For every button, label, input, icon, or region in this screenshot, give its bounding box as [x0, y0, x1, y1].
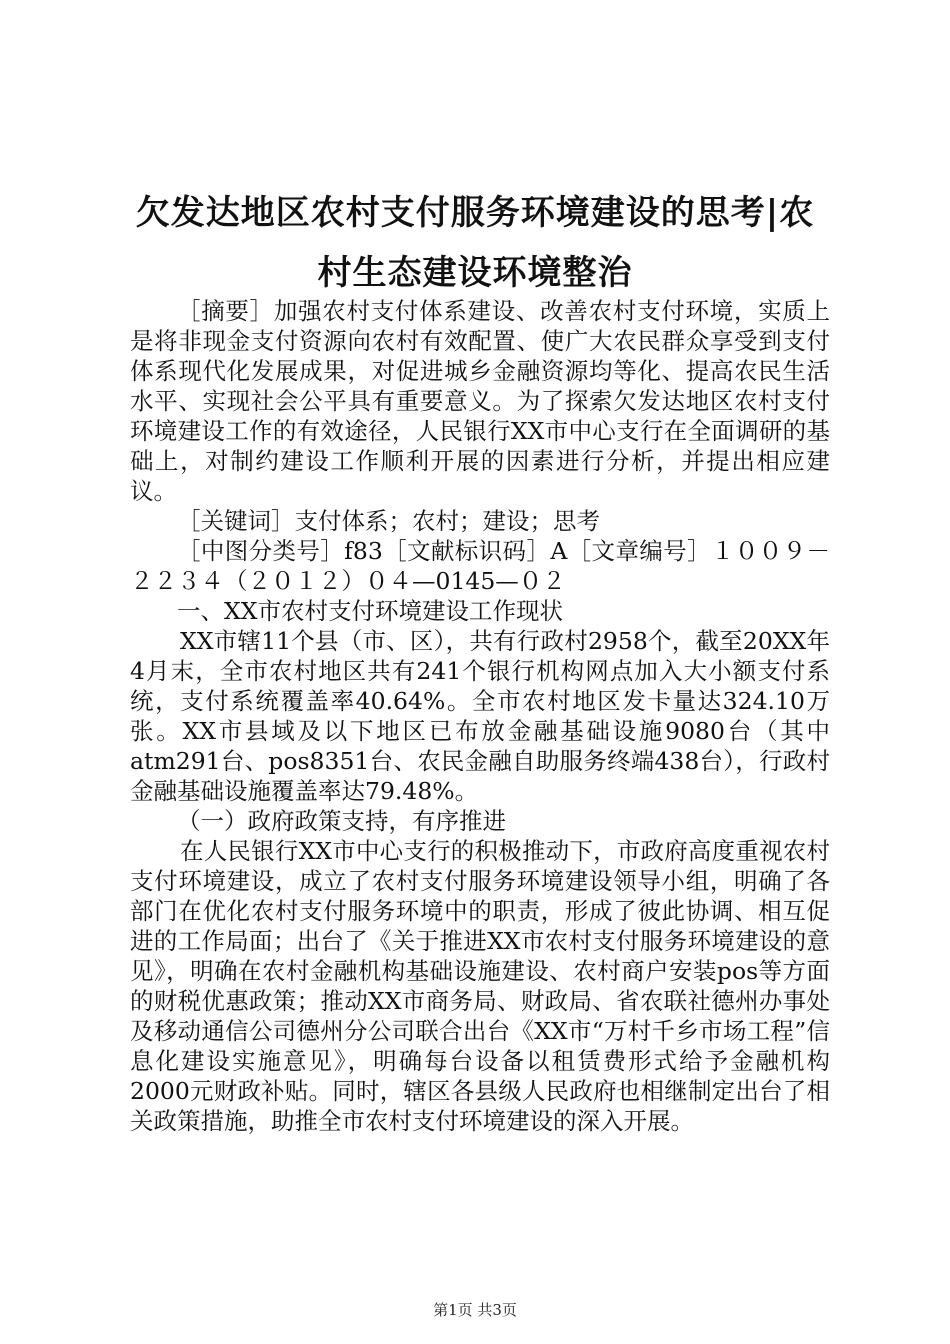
document-title: 欠发达地区农村支付服务环境建设的思考|农村生态建设环境整治	[135, 193, 815, 293]
keywords-paragraph: ［关键词］支付体系；农村；建设；思考	[177, 507, 600, 535]
body-paragraph: XX市辖11个县（市、区），共有行政村2958个，截至20XX年4月末，全市农村地区共有241个银行机构网点加入大小额支付系统，支付系统覆盖率40.64%。全市农村地区发卡量达324.10万张。XX市县域及以下地区已布放金融基础设施9080台（其中atm291台、pos8351台、农民金融自助服务终端438台），行政村金融基础设施覆盖率达79.48%。	[130, 627, 830, 805]
subsection-heading: （一）政府政策支持，有序推进	[177, 807, 506, 835]
classification-paragraph: ［中图分类号］f83［文献标识码］A［文章编号］１００９－２２３４（２０１２）０４—0145—０２	[130, 537, 830, 595]
page-footer: 第1页 共3页	[433, 1301, 517, 1319]
document-body	[130, 296, 830, 1136]
abstract-paragraph: ［摘要］加强农村支付体系建设、改善农村支付环境，实质上是将非现金支付资源向农村有效配置、使广大农民群众享受到支付体系现代化发展成果，对促进城乡金融资源均等化、提高农民生活水平、实现社会公平具有重要意义。为了探索欠发达地区农村支付环境建设工作的有效途径，人民银行XX市中心支行在全面调研的基础上，对制约建设工作顺利开展的因素进行分析，并提出相应建议。	[130, 297, 830, 505]
section-heading: 一、XX市农村支付环境建设工作现状	[177, 597, 563, 625]
body-paragraph: 在人民银行XX市中心支行的积极推动下，市政府高度重视农村支付环境建设，成立了农村支付服务环境建设领导小组，明确了各部门在优化农村支付服务环境中的职责，形成了彼此协调、相互促进的工作局面；出台了《关于推进XX市农村支付服务环境建设的意见》，明确在农村金融机构基础设施建设、农村商户安装pos等方面的财税优惠政策；推动XX市商务局、财政局、省农联社德州办事处及移动通信公司德州分公司联合出台《XX市“万村千乡市场工程”信息化建设实施意见》，明确每台设备以租赁费形式给予金融机构2000元财政补贴。同时，辖区各县级人民政府也相继制定出台了相关政策措施，助推全市农村支付环境建设的深入开展。	[130, 837, 830, 1135]
